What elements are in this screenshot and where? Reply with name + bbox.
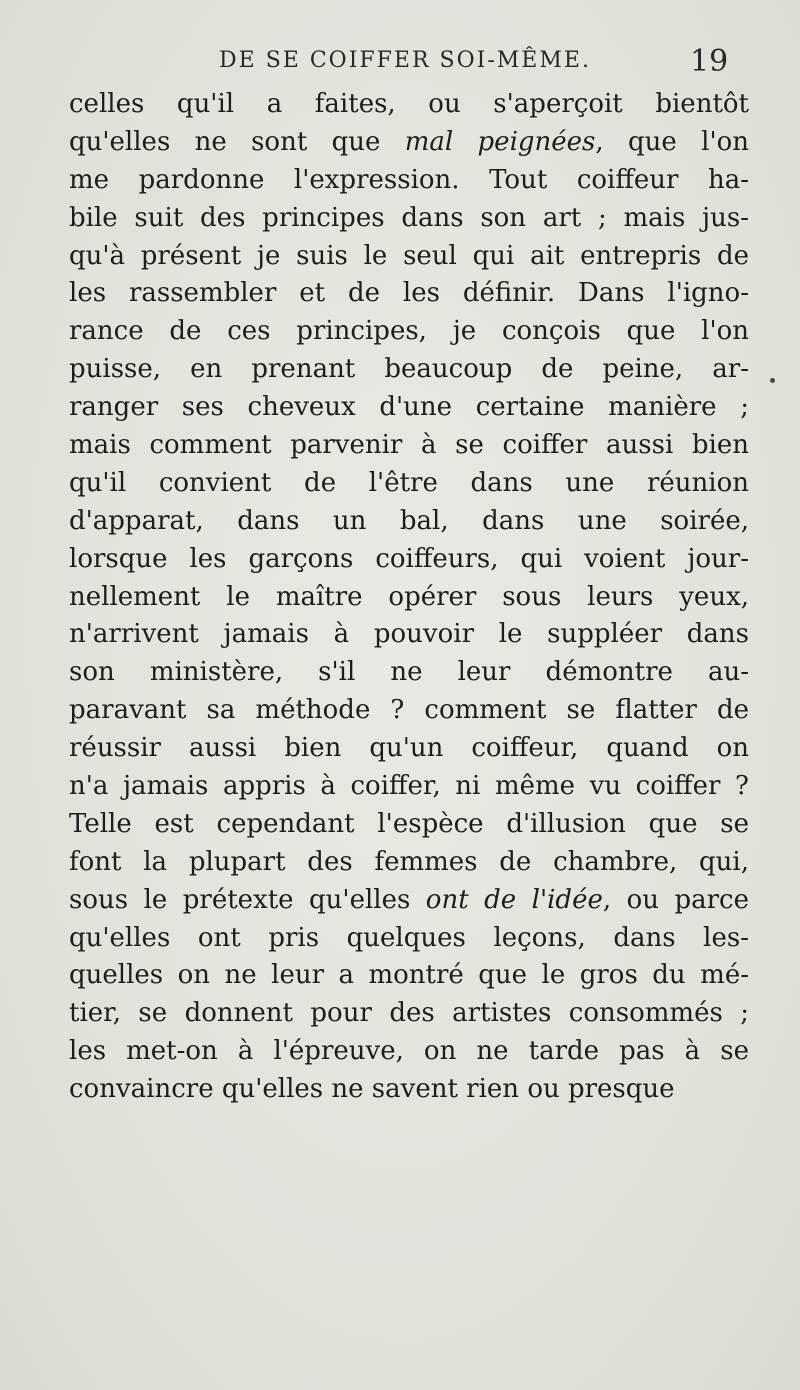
text-line: qu'il convient de l'être dans une réunion [69, 467, 749, 498]
text-line: sous le prétexte qu'elles ont de l'idée, ou parce [69, 884, 749, 915]
text-line: d'apparat, dans un bal, dans une soirée, [69, 505, 749, 536]
text-line: n'a jamais appris à coiffer, ni même vu coiffer ? [69, 771, 749, 802]
text-line: bile suit des principes dans son art ; mais jus- [69, 202, 749, 233]
text-line: convaincre qu'elles ne savent rien ou presque [69, 1074, 675, 1105]
text-line: celles qu'il a faites, ou s'aperçoit bientôt [69, 89, 749, 119]
text-line: puisse, en prenant beaucoup de peine, ar- [69, 354, 749, 385]
body-text [69, 86, 749, 1109]
text-line: son ministère, s'il ne leur démontre au- [69, 657, 749, 688]
text-line: qu'à présent je suis le seul qui ait entrepris de [69, 240, 749, 271]
text-line: mais comment parvenir à se coiffer aussi bien [69, 430, 749, 461]
text-line: rance de ces principes, je conçois que l'on [69, 316, 749, 347]
text-line: me pardonne l'expression. Tout coiffeur ha- [69, 164, 749, 195]
text-line: quelles on ne leur a montré que le gros du mé- [69, 960, 749, 991]
text-line: lorsque les garçons coiffeurs, qui voient jour- [69, 543, 749, 574]
text-line: qu'elles ont pris quelques leçons, dans les- [69, 922, 749, 953]
text-line: les rassembler et de les définir. Dans l'igno- [69, 278, 749, 309]
text-line: font la plupart des femmes de chambre, qui, [69, 846, 749, 877]
text-line: nellement le maître opérer sous leurs yeux, [69, 581, 749, 612]
text-line: ranger ses cheveux d'une certaine manière ; [69, 392, 749, 423]
italic-phrase: ont de l'idée [425, 884, 603, 915]
text-line: les met-on à l'épreuve, on ne tarde pas à se [69, 1036, 749, 1067]
text-line: n'arrivent jamais à pouvoir le suppléer dans [69, 619, 749, 650]
text-line: tier, se donnent pour des artistes consommés ; [69, 998, 749, 1029]
italic-phrase: mal peignées [404, 126, 596, 157]
text-line: Telle est cependant l'espèce d'illusion que se [69, 808, 749, 839]
margin-mark [770, 378, 775, 383]
running-title: DE SE COIFFER SOI-MÊME. [219, 48, 591, 73]
text-line: paravant sa méthode ? comment se flatter de [69, 695, 749, 726]
text-line: réussir aussi bien qu'un coiffeur, quand on [69, 733, 749, 764]
page-number: 19 [690, 44, 729, 79]
text-line: qu'elles ne sont que mal peignées, que l'on [69, 126, 749, 157]
